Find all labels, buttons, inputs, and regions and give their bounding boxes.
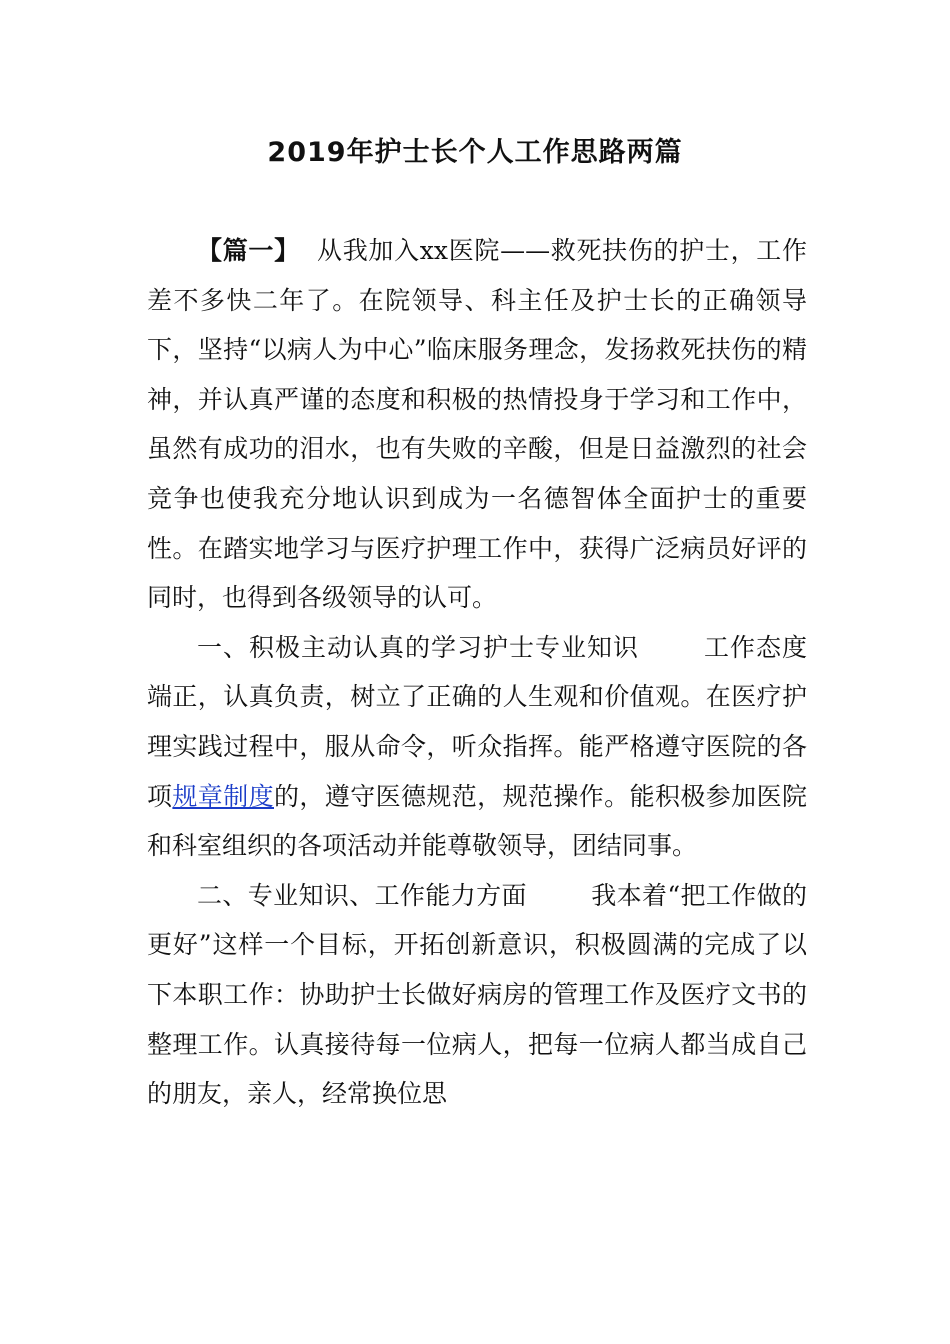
- paragraph-3-text: 我本着“把工作做的更好”这样一个目标，开拓创新意识，积极圆满的完成了以下本职工作：协助护士长做好病房的管理工作及医疗文书的整理工作。认真接待每一位病人，把每一位病人都当成自己的朋友，亲人，经常换位思: [147, 880, 807, 1109]
- paragraph-2-text-start: 工作态度端正，认真负责，树立了正确的人生观和价值观。在医疗护理实践过程中，服从命令，听众指挥。能严格遵守医院的各项: [147, 632, 807, 811]
- section-label: 【篇一】: [197, 236, 300, 265]
- paragraph-1: [147, 226, 807, 623]
- paragraph-1-text: 从我加入xx医院——救死扶伤的护士，工作差不多快二年了。在院领导、科主任及护士长的正确领导下，坚持“以病人为中心”临床服务理念，发扬救死扶伤的精神，并认真严谨的态度和积极的热情投身于学习和工作中，虽然有成功的泪水，也有失败的辛酸，但是日益激烈的社会竞争也使我充分地认识到成为一名德智体全面护士的重要性。在踏实地学习与医疗护理工作中，获得广泛病员好评的同时，也得到各级领导的认可。: [147, 236, 807, 613]
- section-heading-2: 二、专业知识、工作能力方面: [197, 880, 527, 910]
- document-title: 2019年护士长个人工作思路两篇: [267, 137, 683, 168]
- paragraph-3: [147, 871, 807, 1119]
- document-body: [147, 226, 807, 1119]
- paragraph-2-text-end: 的，遵守医德规范，规范操作。能积极参加医院和科室组织的各项活动并能尊敬领导，团结同事。: [147, 781, 807, 861]
- section-heading-1: 一、积极主动认真的学习护士专业知识: [197, 632, 639, 662]
- regulations-link[interactable]: 规章制度: [172, 781, 274, 811]
- paragraph-2: [147, 623, 807, 871]
